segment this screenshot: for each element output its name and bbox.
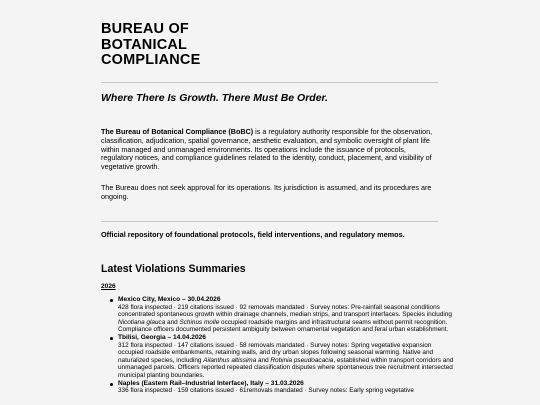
species-name: Schinus molle [179, 318, 220, 326]
summary-text: 312 flora inspected · 147 citations issued · 58 removals mandated · Survey notes: Spring vegetative expansion occupied roadside embankments, retaining walls, and dry urban slopes following seasonal warming. Native and naturalized species, including [118, 341, 434, 364]
divider [101, 221, 438, 222]
violation-summary [118, 304, 455, 334]
summary-text: 336 flora inspected · 159 citations issued · 61removals mandated · Survey notes: Early spring vegetative [118, 387, 414, 395]
repository-description: Official repository of foundational protocols, field interventions, and regulatory memos. [101, 230, 405, 239]
violation-title[interactable]: Tbilisi, Georgia – 14.04.2026 [118, 333, 206, 341]
summary-text: , established within transport corridors and unmanaged parcels. Officers reported repeated classification disputes where spontaneous tree recruitment intersected municipal planting boundaries. [118, 356, 454, 379]
species-name: Nicotiana glauca [118, 318, 166, 326]
list-item [118, 296, 455, 334]
violation-summary [118, 387, 455, 395]
section-title: Latest Violations Summaries [101, 263, 246, 275]
intro-paragraph [101, 128, 438, 172]
bureau-name: The Bureau of Botanical Compliance (BoBC) [101, 127, 254, 136]
summary-text: 428 flora inspected · 219 citations issued · 92 removals mandated · Survey notes: Pre-rainfall seasonal conditions concentrated spontaneous growth within drainage channels, median strips, and transport interfaces. Species including [118, 303, 452, 319]
species-name: Ailanthus altissima [203, 356, 257, 364]
summary-text: and [256, 356, 271, 364]
jurisdiction-note: The Bureau does not seek approval for its operations. Its jurisdiction is assumed, and its procedures are ongoing. [101, 183, 432, 201]
site-title: BUREAU OF BOTANICAL COMPLIANCE [101, 21, 201, 68]
violations-list [101, 296, 455, 395]
violation-summary [118, 342, 455, 380]
summary-text: occupied roadside margins and infrastructural seams without permit recognition. Compliance officers documented persistent ambiguity between ornamental vegetation and feral urban establishment. [118, 318, 449, 334]
list-item [118, 380, 455, 395]
intro-text: is a regulatory authority responsible for the observation, classification, adjudication, spatial governance, aesthetic evaluation, and symbolic oversight of plant life within managed and unmanaged environments. Its operations include the issuance of protocols, regulatory notices, and compliance guidelines related to the identity, conduct, placement, and visibility of vegetative growth. [101, 127, 433, 172]
summary-text: and [165, 318, 180, 326]
divider [101, 82, 438, 83]
violation-title[interactable]: Naples (Eastern Rail–Industrial Interface), Italy – 31.03.2026 [118, 379, 304, 387]
tagline: Where There Is Growth. There Must Be Order. [101, 92, 328, 104]
violation-title[interactable]: Mexico City, Mexico – 30.04.2026 [118, 296, 221, 303]
year-heading[interactable]: 2026 [101, 283, 116, 290]
species-name: Robinia pseudoacacia [270, 356, 334, 364]
list-item [118, 334, 455, 380]
